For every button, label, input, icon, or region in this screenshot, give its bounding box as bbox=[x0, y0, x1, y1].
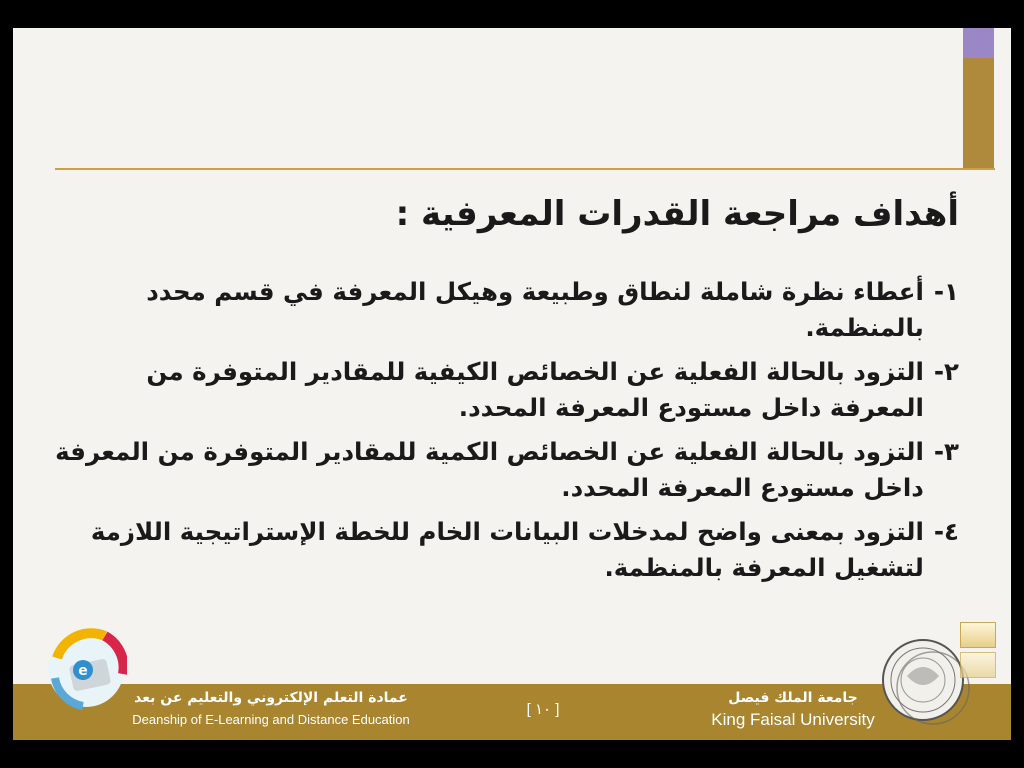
item-number: ٢- bbox=[933, 357, 959, 386]
accent-purple-block bbox=[963, 28, 994, 58]
item-text: التزود بالحالة الفعلية عن الخصائص الكمية للمقادير المتوفرة من المعرفة داخل مستودع المعرفة المحدد. bbox=[55, 437, 924, 502]
deanship-arabic: عمادة التعلم الإلكتروني والتعليم عن بعد bbox=[134, 690, 408, 706]
slide bbox=[13, 28, 1011, 740]
slide-content bbox=[53, 188, 959, 594]
page-number: [ ١٠ ] bbox=[526, 701, 560, 718]
deanship-label bbox=[111, 688, 431, 732]
objective-item-4 bbox=[53, 514, 959, 586]
university-label bbox=[693, 688, 893, 732]
university-english: King Faisal University bbox=[711, 710, 875, 729]
header-divider bbox=[55, 168, 995, 170]
deanship-english: Deanship of E-Learning and Distance Education bbox=[132, 712, 410, 727]
objective-item-2 bbox=[53, 354, 959, 426]
next-slide-button[interactable] bbox=[960, 622, 996, 648]
footer-bar bbox=[13, 684, 1011, 740]
item-number: ١- bbox=[933, 277, 959, 306]
item-number: ٣- bbox=[933, 437, 959, 466]
objectives-list bbox=[53, 274, 959, 586]
university-arabic: جامعة الملك فيصل bbox=[728, 690, 858, 706]
item-text: التزود بمعنى واضح لمدخلات البيانات الخام للخطة الإستراتيجية اللازمة لتشغيل المعرفة بالمنظمة. bbox=[90, 517, 924, 582]
elearning-e-logo-icon bbox=[45, 628, 127, 710]
objective-item-3 bbox=[53, 434, 959, 506]
prev-slide-button[interactable] bbox=[960, 652, 996, 678]
item-number: ٤- bbox=[933, 517, 959, 546]
item-text: أعطاء نظرة شاملة لنطاق وطبيعة وهيكل المعرفة في قسم محدد بالمنظمة. bbox=[146, 277, 924, 342]
slide-heading: أهداف مراجعة القدرات المعرفية : bbox=[395, 194, 959, 234]
objective-item-1 bbox=[53, 274, 959, 346]
svg-text:e: e bbox=[78, 663, 88, 679]
accent-gold-block bbox=[963, 58, 994, 170]
item-text: التزود بالحالة الفعلية عن الخصائص الكيفية للمقادير المتوفرة من المعرفة داخل مستودع المعرفة المحدد. bbox=[146, 357, 924, 422]
